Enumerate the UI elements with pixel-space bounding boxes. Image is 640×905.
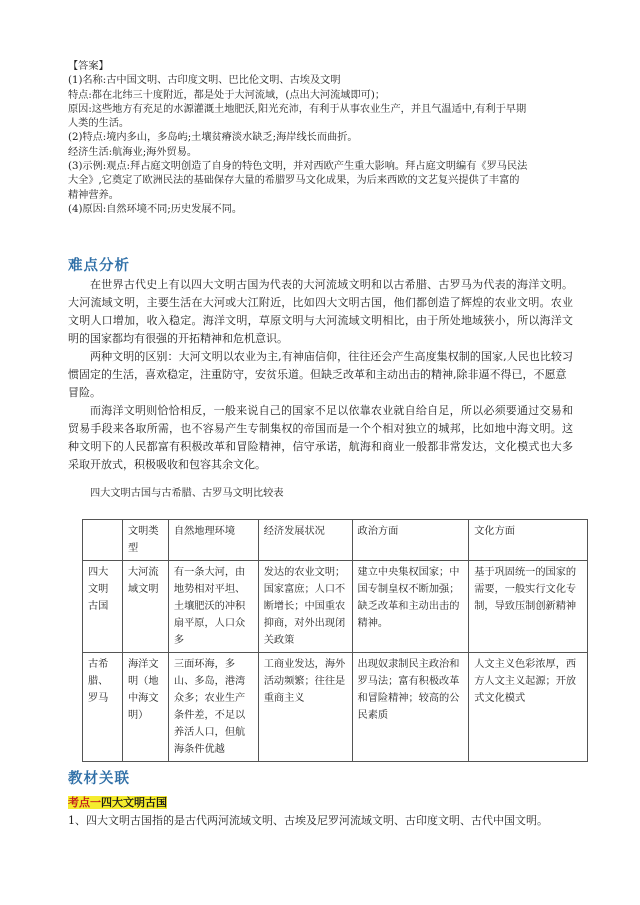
table-cell: 工商业发达，海外活动频繁；往往是重商主义 [258,653,352,762]
table-cell: 四大文明古国 [83,561,123,653]
table-cell: 三面环海，多山、多岛，港湾众多；农业生产条件差，不足以养活人口，但航海条件优越 [168,653,258,762]
table-caption: 四大文明古国与古希腊、古罗马文明比较表 [90,488,284,499]
answer-block [68,60,588,217]
key-point-heading [68,794,167,810]
answer-line: (4)原因:自然环境不同;历史发展不同。 [68,203,243,215]
analysis-body [68,276,573,474]
answer-line: 精神营养。 [68,189,119,201]
table-cell: 古希腊、罗马 [83,653,123,762]
answer-line: 经济生活:航海业;海外贸易。 [68,146,198,158]
table-header-cell: 自然地理环境 [168,520,258,561]
analysis-paragraph: 在世界古代史上有以四大文明古国为代表的大河流域文明和以古希腊、古罗马为代表的海洋文明。大河流域文明，主要生活在大河或大江附近，比如四大文明古国，他们都创造了辉煌的农业文明。农业文明人口增加，收入稳定。海洋文明，草原文明与大河流域文明相比，由于所处地域狭小，所以海洋文明的国家都均有很强的开拓精神和危机意识。 [68,278,573,345]
answer-line: 特点:都在北纬三十度附近，都是处于大河流域，(点出大河流域即可)； [68,89,386,101]
answer-line: (1)名称:古中国文明、古印度文明、巴比伦文明、古埃及文明 [68,75,341,87]
table-cell: 基于巩固统一的国家的需要，一般实行文化专制，导致压制创新精神 [469,561,588,653]
analysis-paragraph-continued: 冒险。 [68,386,101,399]
table-header-cell: 文化方面 [469,520,588,561]
section-title-textbook: 教材关联 [68,770,130,787]
table-cell: 建立中央集权国家；中国专制皇权不断加强；缺乏改革和主动出击的精神。 [352,561,469,653]
table-header-cell: 文明类型 [122,520,168,561]
table-cell: 发达的农业文明；国家富庶；人口不断增长；中国重农抑商，对外出现闭关政策 [258,561,352,653]
answer-line: (2)特点:境内多山，多岛屿;土壤贫瘠淡水缺乏;海岸线长而曲折。 [68,132,358,144]
answer-heading: 【答案】 [68,61,109,72]
table-row [83,653,588,762]
comparison-table [82,519,588,762]
answer-line: 大全》,它奠定了欧洲民法的基础保存大量的希腊罗马文化成果，为后来西欧的文艺复兴提供了丰富的 [68,175,520,187]
table-cell: 大河流域文明 [122,561,168,653]
table-cell: 海洋文明（地中海文明） [122,653,168,762]
table-cell: 出现奴隶制民主政治和罗马法；富有积极改革和冒险精神；较高的公民素质 [352,653,469,762]
answer-line: (3)示例:观点:拜占庭文明创造了自身的特色文明，并对西欧产生重大影响。拜占庭文明编有《罗马民法 [68,161,528,173]
key-point-line: 1、四大文明古国指的是古代两河流域文明、古埃及尼罗河流域文明、古印度文明、古代中国文明。 [68,814,548,827]
key-point-text: 四大文明古国 [101,796,167,809]
table-header-row [83,520,588,561]
table-header-cell [83,520,123,561]
table-cell: 有一条大河，由地势相对平坦、土壤肥沃的冲积扇平原，人口众多 [168,561,258,653]
answer-line: 原因:这些地方有充足的水源灌溉土地肥沃,阳光充沛，有利于从事农业生产，并且气温适中,有利于早期 [68,103,527,115]
table-cell: 人文主义色彩浓厚，西方人文主义起源；开放式文化模式 [469,653,588,762]
table-header-cell: 政治方面 [352,520,469,561]
section-title-analysis: 难点分析 [68,257,130,274]
analysis-paragraph: 而海洋文明则恰恰相反，一般来说自己的国家不足以依靠农业就自给自足，所以必须要通过交易和贸易手段来各取所需，也不容易产生专制集权的帝国而是一个个相对独立的城邦，比如地中海文明。这种文明下的人民都富有积极改革和冒险精神，信守承诺，航海和商业一般都非常发达，文化模式也大多采取开放式，积极吸收和包容其余文化。 [68,404,573,471]
key-point-tag: 考点一 [68,796,101,809]
answer-line: 人类的生活。 [68,118,130,130]
table-row [83,561,588,653]
analysis-paragraph: 两种文明的区别：大河文明以农业为主,有神庙信仰，往往还会产生高度集权制的国家,人民也比较习惯固定的生活，喜欢稳定，注重防守，安贫乐道。但缺乏改革和主动出击的精神,除非逼不得已，不愿意 [68,350,573,381]
table-header-cell: 经济发展状况 [258,520,352,561]
